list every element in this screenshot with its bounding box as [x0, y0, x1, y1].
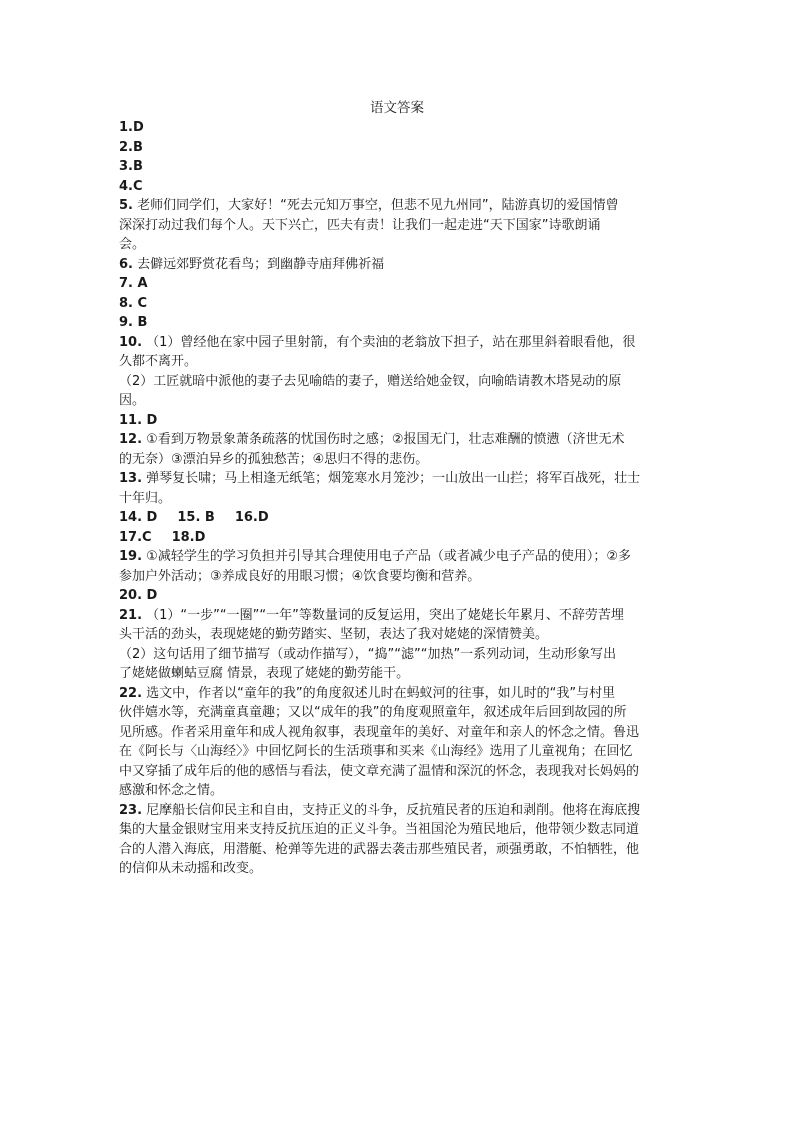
answer-23-line-2: 集的大量金银财宝用来支持反抗压迫的正义斗争。当祖国沦为殖民地后，他带领少数志同道 — [119, 822, 640, 837]
answer-21-line-4: 了姥姥做蝲蛄豆腐 情景，表现了姥姥的勤劳能干。 — [119, 666, 410, 681]
answer-13-number: 13. — [119, 471, 143, 486]
answer-4: 4.C — [119, 178, 143, 194]
answer-21-line-1: （1）“一步”“一圈”“一年”等数量词的反复运用，突出了姥姥长年累月、不辞劳苦埋 — [142, 607, 624, 623]
answer-19-number: 19. — [119, 549, 143, 564]
answer-1: 1.D — [119, 120, 144, 135]
answer-10-number: 10. — [119, 334, 143, 350]
answer-19-line-1: ①减轻学生的学习负担并引导其合理使用电子产品（或者减少电子产品的使用）；②多 — [142, 549, 631, 564]
answer-10-line-4: 因。 — [119, 393, 146, 408]
answer-22-line-1: 选文中，作者以“童年的我”的角度叙述儿时在蚂蚁河的往事，如儿时的“我”与村里 — [142, 685, 616, 701]
answer-12-line-1: ①看到万物景象萧条疏落的忧国伤时之感；②报国无门，壮志难酬的愤懑（济世无术 — [142, 432, 625, 447]
answer-23-number: 23. — [119, 802, 143, 818]
answer-3: 3.B — [119, 159, 143, 174]
answer-23-line-1: 尼摩船长信仰民主和自由，支持正义的斗争，反抗殖民者的压迫和剥削。他将在海底搜 — [142, 802, 641, 818]
answer-23 — [119, 801, 677, 879]
answer-19-line-2: 参加户外活动；③养成良好的用眼习惯；④饮食要均衡和营养。 — [119, 568, 481, 584]
answer-12 — [119, 430, 677, 469]
answer-21-number: 21. — [119, 607, 143, 623]
answer-22-number: 22. — [119, 685, 143, 701]
answer-21 — [119, 606, 677, 684]
answer-5-line-3: 会。 — [119, 237, 146, 252]
answer-18: 18.D — [171, 529, 206, 545]
answer-22-line-5: 中又穿插了成年后的他的感悟与看法，使文章充满了温情和深沉的怀念，表现我对长妈妈的 — [119, 763, 640, 779]
answer-10-line-1: （1）曾经他在家中园子里射箭，有个卖油的老翁放下担子，站在那里斜着眼看他，很 — [142, 334, 636, 350]
answer-23-line-3: 合的人潜入海底，用潜艇、枪弹等先进的武器去袭击那些殖民者，顽强勇敢，不怕牺牲，他 — [119, 841, 640, 857]
answer-13 — [119, 469, 677, 508]
answer-13-line-2: 十年归。 — [119, 490, 172, 506]
answer-19 — [119, 547, 677, 586]
answer-5 — [119, 196, 677, 255]
answer-10 — [119, 333, 677, 411]
answer-2: 2.B — [119, 139, 143, 155]
answer-11: 11. D — [119, 412, 158, 428]
answer-13-line-1: 弹琴复长啸；马上相逢无纸笔；烟笼寒水月笼沙；一山放出一山拦；将军百战死，壮士 — [142, 471, 641, 486]
answer-14: 14. D — [119, 510, 158, 525]
answer-5-line-1: 老师们同学们，大家好！“死去元知万事空，但悲不见九州同”，陆游真切的爱国情曾 — [132, 198, 619, 213]
answer-10-line-2: 久都不离开。 — [119, 354, 198, 369]
answer-6 — [119, 255, 677, 275]
answer-22-line-2: 伙伴嬉水等，充满童真童趣；又以“成年的我”的角度观照童年，叙述成年后回到故园的所 — [119, 705, 627, 720]
answer-21-line-3: （2）这句话用了细节描写（或动作描写），“捣”“滤”“加热”一系列动词，生动形象写出 — [119, 646, 617, 662]
answer-7: 7. A — [119, 276, 148, 291]
answer-17: 17.C — [119, 529, 152, 545]
answer-12-number: 12. — [119, 432, 143, 447]
answer-6-text: 去僻远郊野赏花看鸟；到幽静寺庙拜佛祈福 — [132, 256, 385, 272]
answer-5-number: 5. — [119, 198, 133, 213]
answer-22-line-4: 在《阿长与〈山海经〉》中回忆阿长的生活琐事和买来《山海经》选用了儿童视角；在回忆 — [119, 744, 633, 759]
answer-5-line-2: 深深打动过我们每个人。天下兴亡，匹夫有责！让我们一起走进“天下国家”诗歌朗诵 — [119, 217, 601, 233]
answer-22-line-6: 感激和怀念之情。 — [119, 783, 224, 798]
answer-8: 8. C — [119, 295, 148, 311]
answer-20: 20. D — [119, 588, 158, 603]
answers-17-18 — [119, 528, 677, 548]
answers-14-16 — [119, 508, 677, 528]
page-title: 语文答案 — [370, 100, 424, 116]
answer-12-line-2: 的无奈）③漂泊异乡的孤独愁苦；④思归不得的悲伤。 — [119, 451, 429, 467]
answer-22-line-3: 见所感。作者采用童年和成人视角叙事，表现童年的美好、对童年和亲人的怀念之情。鲁迅 — [119, 724, 640, 740]
answer-6-number: 6. — [119, 256, 133, 272]
answer-16: 16.D — [234, 510, 269, 525]
answer-10-line-3: （2）工匠就暗中派他的妻子去见喻皓的妻子，赠送给她金钗，向喻皓请教木塔晃动的原 — [119, 373, 622, 389]
answer-15: 15. B — [177, 510, 215, 525]
answer-9: 9. B — [119, 315, 148, 330]
answer-22 — [119, 684, 677, 801]
answer-list — [119, 118, 677, 879]
answer-21-line-2: 头干活的劲头，表现姥姥的勤劳踏实、坚韧，表达了我对姥姥的深情赞美。 — [119, 627, 549, 642]
answer-23-line-4: 的信仰从未动摇和改变。 — [119, 861, 263, 876]
